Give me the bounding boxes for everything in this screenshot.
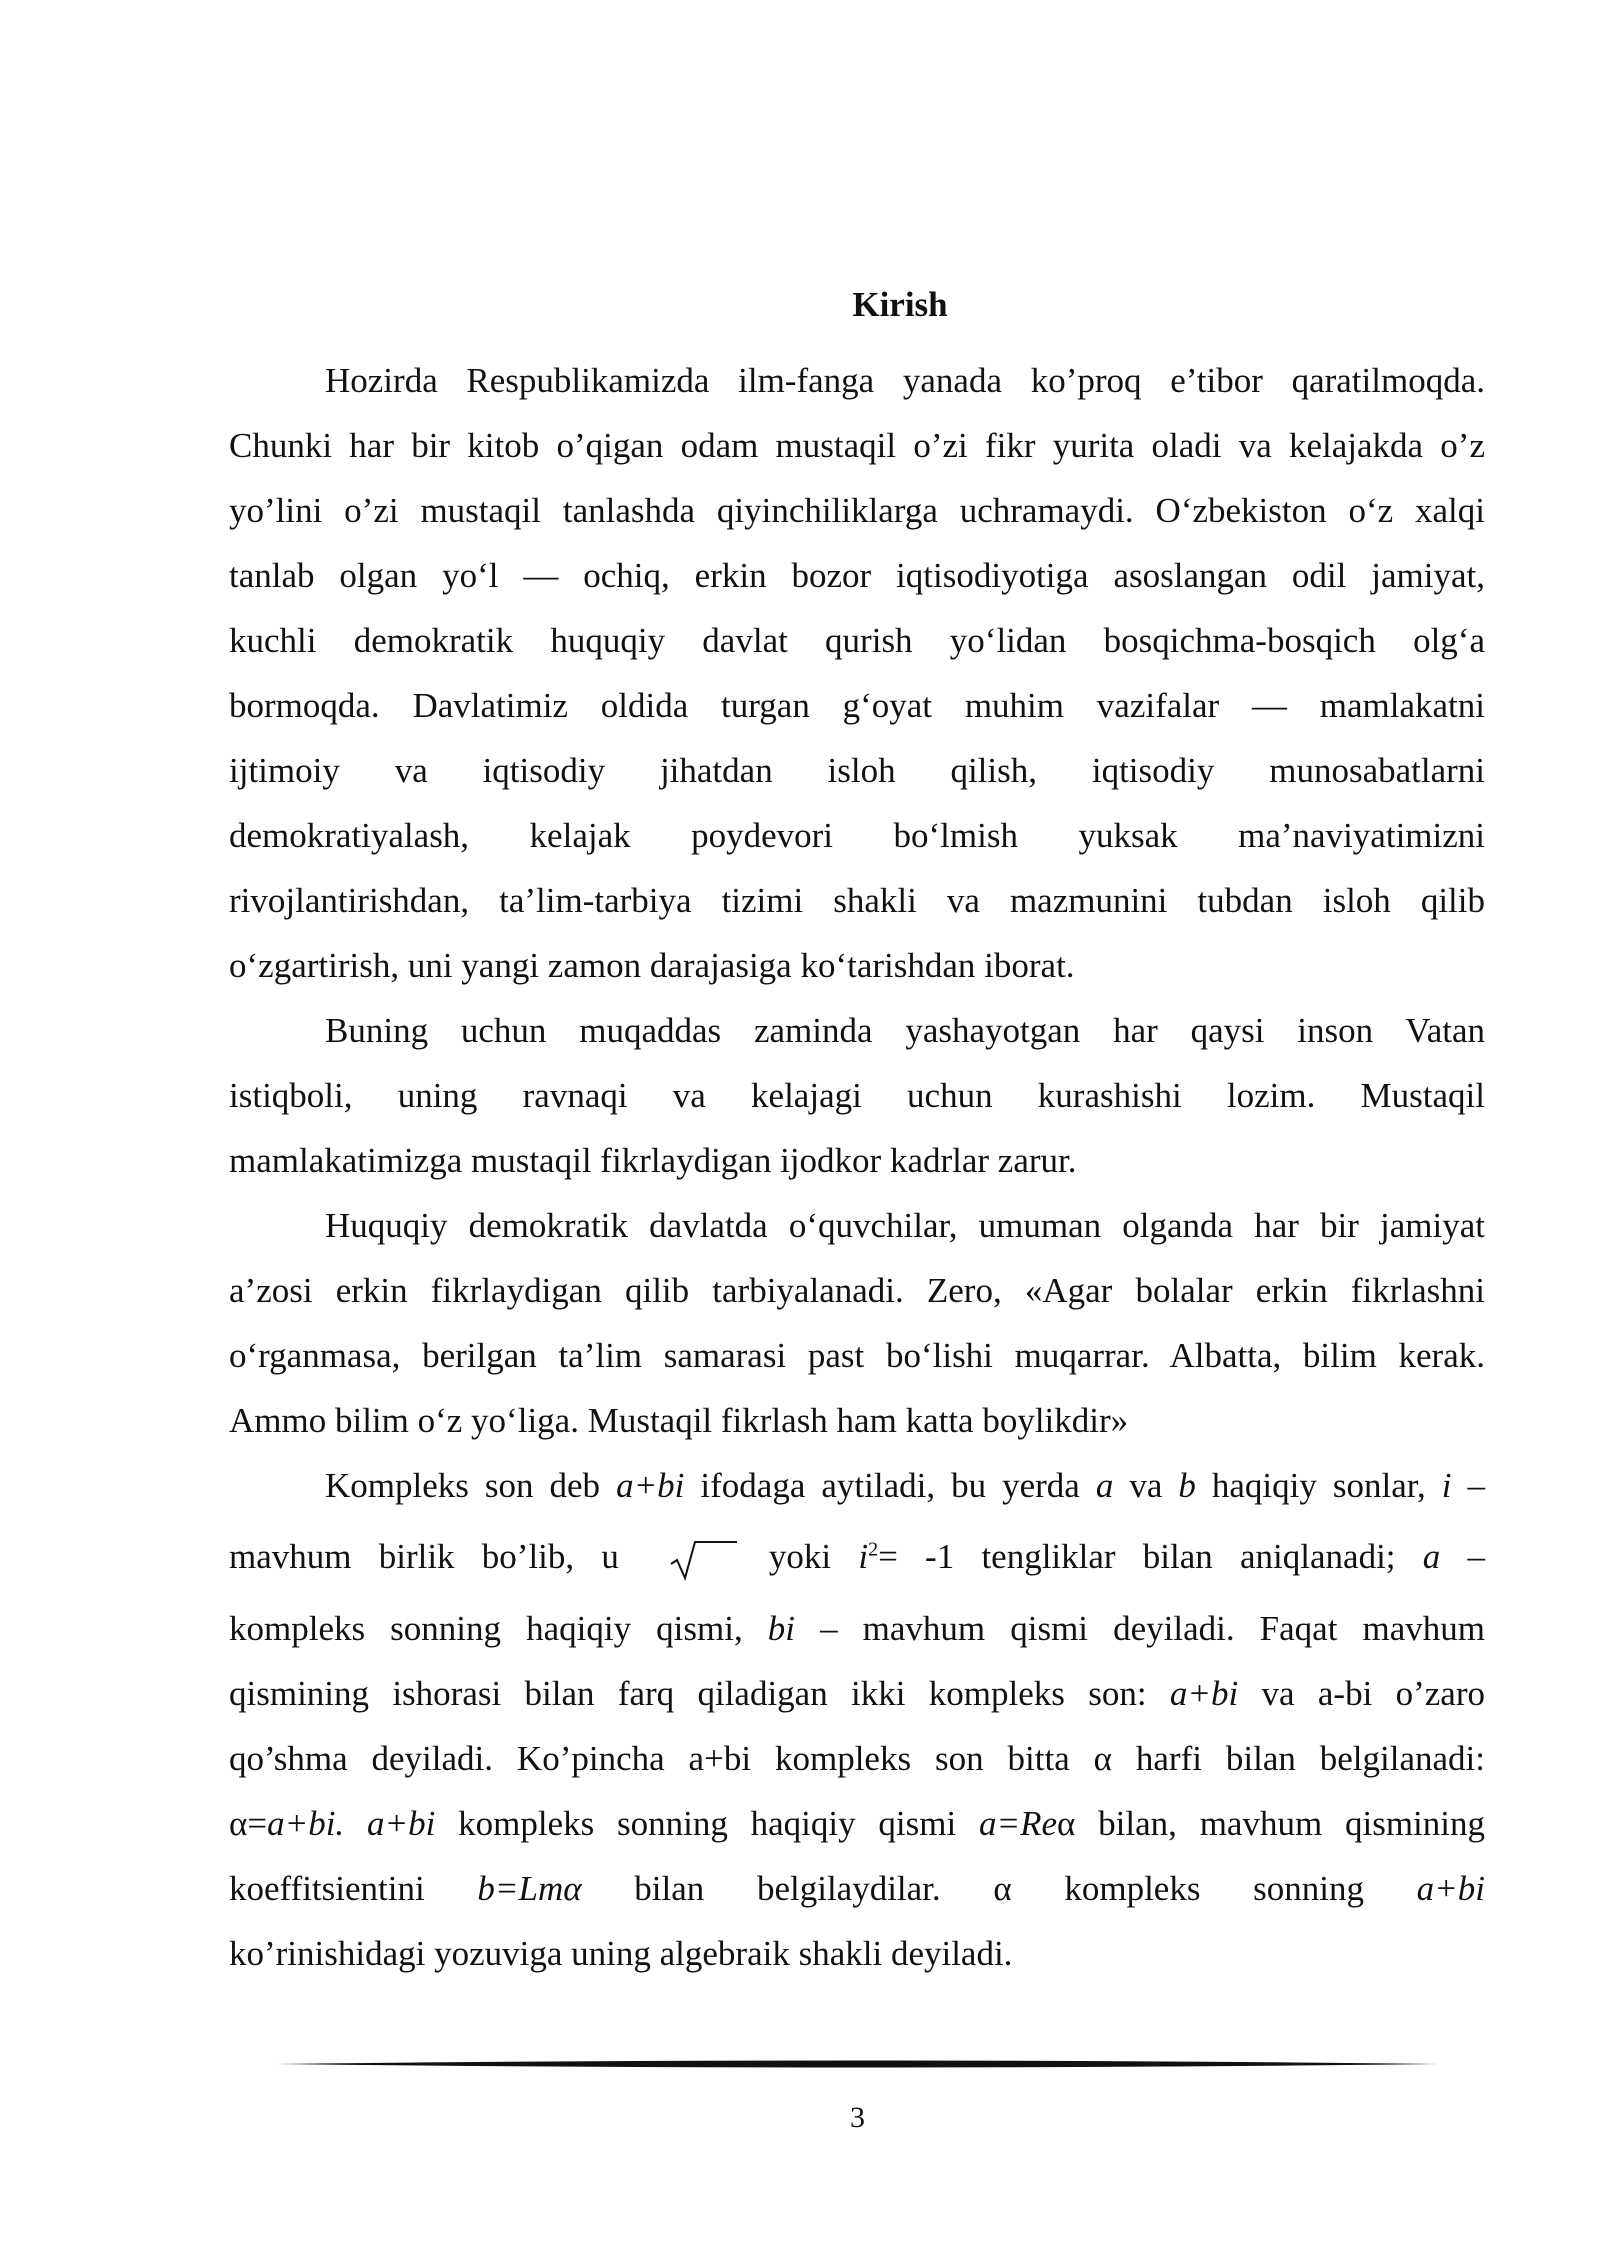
text-line: kompleks sonning haqiqiy qismi, bi – mavhum qismi deyiladi. Faqat mavhum [229,1609,1485,1648]
text-line: mavhum birlik bo’lib, u yoki $i^2= -1$ tengliklar bilan aniqlanadi; a – [229,1518,1485,1596]
text-line: Ammo bilim o‘z yo‘liga. Mustaqil fikrlash ham katta boylikdir» [229,1401,1129,1440]
footer-divider [278,2056,1438,2072]
text-line: a’zosi erkin fikrlaydigan qilib tarbiyalanadi. Zero, «Agar bolalar erkin fikrlashni [229,1271,1485,1310]
paragraph-2 [229,998,1485,1193]
text-line: istiqboli, uning ravnaqi va kelajagi uchun kurashishi lozim. Mustaqil [229,1076,1485,1115]
text-line: tanlab olgan yo‘l — ochiq, erkin bozor iqtisodiyotiga asoslangan odil jamiyat, [229,556,1485,595]
text-line: Kompleks son deb a+bi ifodaga aytiladi, bu yerda a va b haqiqiy sonlar, i – [325,1466,1486,1505]
text-line: yo’lini o’zi mustaqil tanlashda qiyinchiliklarga uchramaydi. O‘zbekiston o‘z xalqi [229,491,1485,530]
text-line: rivojlantirishdan, ta’lim-tarbiya tizimi shakli va mazmunini tubdan isloh qilib [229,881,1485,920]
text-line: kuchli demokratik huquqiy davlat qurish yo‘lidan bosqichma-bosqich olg‘a [229,621,1485,660]
text-line: qismining ishorasi bilan farq qiladigan ikki kompleks son: a+bi va a-bi o’zaro [229,1674,1485,1713]
text-line: ko’rinishidagi yozuviga uning algebraik shakli deyiladi. [229,1934,1013,1973]
text-line: qo’shma deyiladi. Ko’pincha a+bi kompleks son bitta α harfi bilan belgilanadi: [229,1739,1485,1778]
document-body [229,348,1485,1986]
text-line: o‘zgartirish, uni yangi zamon darajasiga ko‘tarishdan iborat. [229,946,1075,985]
text-line: bormoqda. Davlatimiz oldida turgan g‘oyat muhim vazifalar — mamlakatni [229,686,1485,725]
text-line: demokratiyalash, kelajak poydevori bo‘lmish yuksak ma’naviyatimizni [229,816,1485,855]
paragraph-1 [229,348,1485,998]
page-title: Kirish [852,285,948,324]
text-line: ijtimoiy va iqtisodiy jihatdan isloh qilish, iqtisodiy munosabatlarni [229,751,1485,790]
text-line: Buning uchun muqaddas zaminda yashayotgan har qaysi inson Vatan [325,1011,1485,1050]
page-number: 3 [850,2101,865,2134]
text-line: α=a+bi. a+bi kompleks sonning haqiqiy qismi a=Reα bilan, mavhum qismining [229,1804,1485,1843]
text-line: koeffitsientini b=Lmα bilan belgilaydilar. α kompleks sonning a+bi [229,1869,1485,1908]
text-line: mamlakatimizga mustaqil fikrlaydigan ijodkor kadrlar zarur. [229,1141,1077,1180]
text-line: Hozirda Respublikamizda ilm-fanga yanada ko’proq e’tibor qaratilmoqda. [325,361,1485,400]
text-line: o‘rganmasa, berilgan ta’lim samarasi past bo‘lishi muqarrar. Albatta, bilim kerak. [229,1336,1485,1375]
text-line: Huquqiy demokratik davlatda o‘quvchilar, umuman olganda har bir jamiyat [325,1206,1485,1245]
paragraph-3 [229,1193,1485,1453]
text-line: Chunki har bir kitob o’qigan odam mustaqil o’zi fikr yurita oladi va kelajakda o’z [229,426,1485,465]
paragraph-4 [229,1453,1485,1986]
square-root-symbol [669,1538,739,1582]
